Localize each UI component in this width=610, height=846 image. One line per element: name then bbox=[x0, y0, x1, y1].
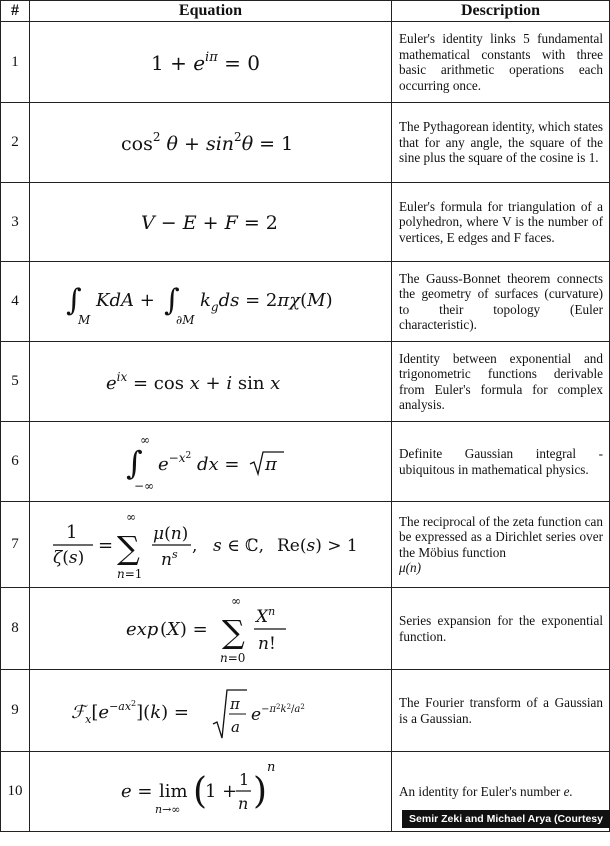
svg-text:s ∈ ℂ,: s ∈ ℂ, bbox=[212, 535, 264, 556]
svg-text:−∞: −∞ bbox=[133, 478, 154, 493]
equation-cell bbox=[30, 422, 392, 502]
equation-euler-polyhedron bbox=[141, 202, 281, 242]
svg-text:∞: ∞ bbox=[230, 593, 241, 608]
row-description: Definite Gaussian integral - ubiquitous in mathematical physics. bbox=[392, 422, 610, 502]
svg-text:e =: e = bbox=[120, 780, 152, 802]
svg-text:∞: ∞ bbox=[125, 509, 136, 524]
equation-euler-identity bbox=[151, 42, 271, 82]
table-row bbox=[1, 502, 610, 588]
description-tail: e. bbox=[563, 783, 573, 799]
row-description: The Gauss-Bonnet theorem connects the geometry of surfaces (curvature) to their topology (Euler characteristic). bbox=[392, 262, 610, 342]
equation-cell bbox=[30, 183, 392, 262]
svg-text:Xn: $X^n$ bbox=[255, 604, 275, 627]
description-text: An identity for Euler's number bbox=[399, 783, 561, 799]
svg-text:cos2 θ + sin2θ = 1: $\cos^2 \theta + \sin^2\theta = 1$ bbox=[120, 129, 293, 155]
svg-text:,: , bbox=[191, 535, 197, 556]
svg-text:M: M bbox=[77, 312, 90, 327]
row-number: 4 bbox=[1, 262, 30, 342]
svg-text:lim: lim bbox=[158, 780, 188, 802]
svg-text:ζ(s): ζ(s) bbox=[52, 547, 84, 568]
svg-text:Re(s) > 1: Re(s) > 1 bbox=[276, 535, 358, 556]
svg-text:∂M: ∂M bbox=[175, 312, 194, 327]
svg-text:V − E + F = 2: V − E + F = 2 bbox=[140, 212, 278, 234]
svg-text:n: n bbox=[266, 759, 275, 775]
svg-text:): ) bbox=[252, 770, 267, 812]
table-row bbox=[1, 22, 610, 103]
header-row bbox=[1, 1, 610, 22]
row-description: The Fourier transform of a Gaussian is a Gaussian. bbox=[392, 670, 610, 752]
svg-text:∑: ∑ bbox=[116, 528, 140, 567]
svg-text:exp: exp bbox=[125, 618, 158, 640]
row-number: 7 bbox=[1, 502, 30, 588]
table-row bbox=[1, 262, 610, 342]
svg-text:π: π bbox=[264, 453, 277, 475]
image-credit: Semir Zeki and Michael Arya (Courtesy Image) bbox=[402, 810, 610, 828]
equation-cell bbox=[30, 670, 392, 752]
svg-text:1 + eiπ = 0: $1 + e^{i\pi} = 0$ bbox=[150, 50, 260, 75]
row-description: Euler's formula for triangulation of a polyhedron, where V is the number of vertices, E edges and F faces. bbox=[392, 183, 610, 262]
svg-text:kgds = 2πχ(M): $k_gds = 2\pi\chi(M)$ bbox=[199, 289, 333, 314]
svg-text:e−x2 dx =: $e^-x^2$ dx = bbox=[157, 450, 239, 475]
equation-pythagorean-identity bbox=[121, 123, 301, 163]
row-number: 2 bbox=[1, 103, 30, 183]
equation-cell bbox=[30, 588, 392, 670]
table-row bbox=[1, 183, 610, 262]
equation-cell bbox=[30, 22, 392, 103]
svg-text:∫: ∫ bbox=[163, 282, 180, 318]
table-row bbox=[1, 342, 610, 422]
svg-text:n=0: n=0 bbox=[219, 650, 245, 665]
row-number: 10 bbox=[1, 752, 30, 832]
row-description: Series expansion for the exponential function. bbox=[392, 588, 610, 670]
header-description: Description bbox=[392, 1, 610, 22]
svg-text:∑: ∑ bbox=[221, 612, 245, 651]
equation-euler-number-limit bbox=[121, 755, 301, 829]
equation-exp-series bbox=[126, 591, 296, 667]
svg-text:n: n bbox=[237, 793, 248, 813]
svg-text:1: 1 bbox=[65, 521, 77, 543]
svg-text:n→∞: n→∞ bbox=[154, 802, 180, 816]
svg-text:ns: $n^s$ bbox=[160, 547, 178, 570]
table-row bbox=[1, 422, 610, 502]
svg-text:a: a bbox=[230, 717, 240, 736]
equation-gaussian-integral bbox=[126, 430, 296, 494]
equation-cell bbox=[30, 103, 392, 183]
equation-euler-formula bbox=[106, 362, 316, 402]
equation-cell bbox=[30, 752, 392, 832]
row-description: The Pythagorean identity, which states that for any angle, the square of the sine plus the square of the cosine is 1. bbox=[392, 103, 610, 183]
row-number: 8 bbox=[1, 588, 30, 670]
svg-text:e−π2k2/a2: e−π2k2/a2 bbox=[250, 702, 305, 725]
svg-text:1: 1 bbox=[238, 769, 249, 789]
table-row bbox=[1, 103, 610, 183]
svg-text:∫: ∫ bbox=[125, 443, 143, 482]
header-equation: Equation bbox=[30, 1, 392, 22]
equation-cell bbox=[30, 262, 392, 342]
description-tail: μ(n) bbox=[399, 560, 421, 575]
header-number: # bbox=[1, 1, 30, 22]
svg-text:π: π bbox=[229, 694, 240, 713]
svg-text:μ(n): μ(n) bbox=[152, 523, 188, 544]
svg-text:n=1: n=1 bbox=[116, 566, 142, 581]
row-description bbox=[392, 502, 610, 588]
svg-text:eix = cos x + i sin x: $e^{ix} = \cos x + i$ sin x bbox=[105, 369, 280, 394]
equation-cell bbox=[30, 502, 392, 588]
svg-text:n!: n! bbox=[257, 633, 276, 654]
row-description: Identity between exponential and trigonometric functions derivable from Euler's formula for complex analysis. bbox=[392, 342, 610, 422]
svg-text:ℱx[e−ax2](k) =: $ℱ_x[e^-ax^2](k)$ = bbox=[70, 698, 189, 726]
svg-text:=: = bbox=[97, 534, 113, 556]
svg-text:∞: ∞ bbox=[139, 432, 150, 447]
equation-cell bbox=[30, 342, 392, 422]
svg-text:∫: ∫ bbox=[65, 282, 82, 318]
svg-text:KdA +: KdA + bbox=[95, 289, 155, 311]
svg-text:1 +: 1 + bbox=[204, 780, 237, 802]
row-number: 5 bbox=[1, 342, 30, 422]
row-number: 3 bbox=[1, 183, 30, 262]
table-row bbox=[1, 588, 610, 670]
table-row bbox=[1, 670, 610, 752]
row-description: Euler's identity links 5 fundamental mathematical constants with three basic arithmetic operations each occurring once. bbox=[392, 22, 610, 103]
equation-fourier-gaussian bbox=[71, 676, 351, 746]
description-text: The reciprocal of the zeta function can be expressed as a Dirichlet series over the Möbius function bbox=[399, 513, 603, 560]
row-number: 1 bbox=[1, 22, 30, 103]
equation-gauss-bonnet bbox=[66, 272, 356, 332]
svg-text:(: ( bbox=[192, 770, 207, 812]
equation-zeta-dirichlet bbox=[51, 507, 371, 583]
row-number: 6 bbox=[1, 422, 30, 502]
row-number: 9 bbox=[1, 670, 30, 752]
svg-text:(X) =: (X) = bbox=[159, 618, 208, 640]
